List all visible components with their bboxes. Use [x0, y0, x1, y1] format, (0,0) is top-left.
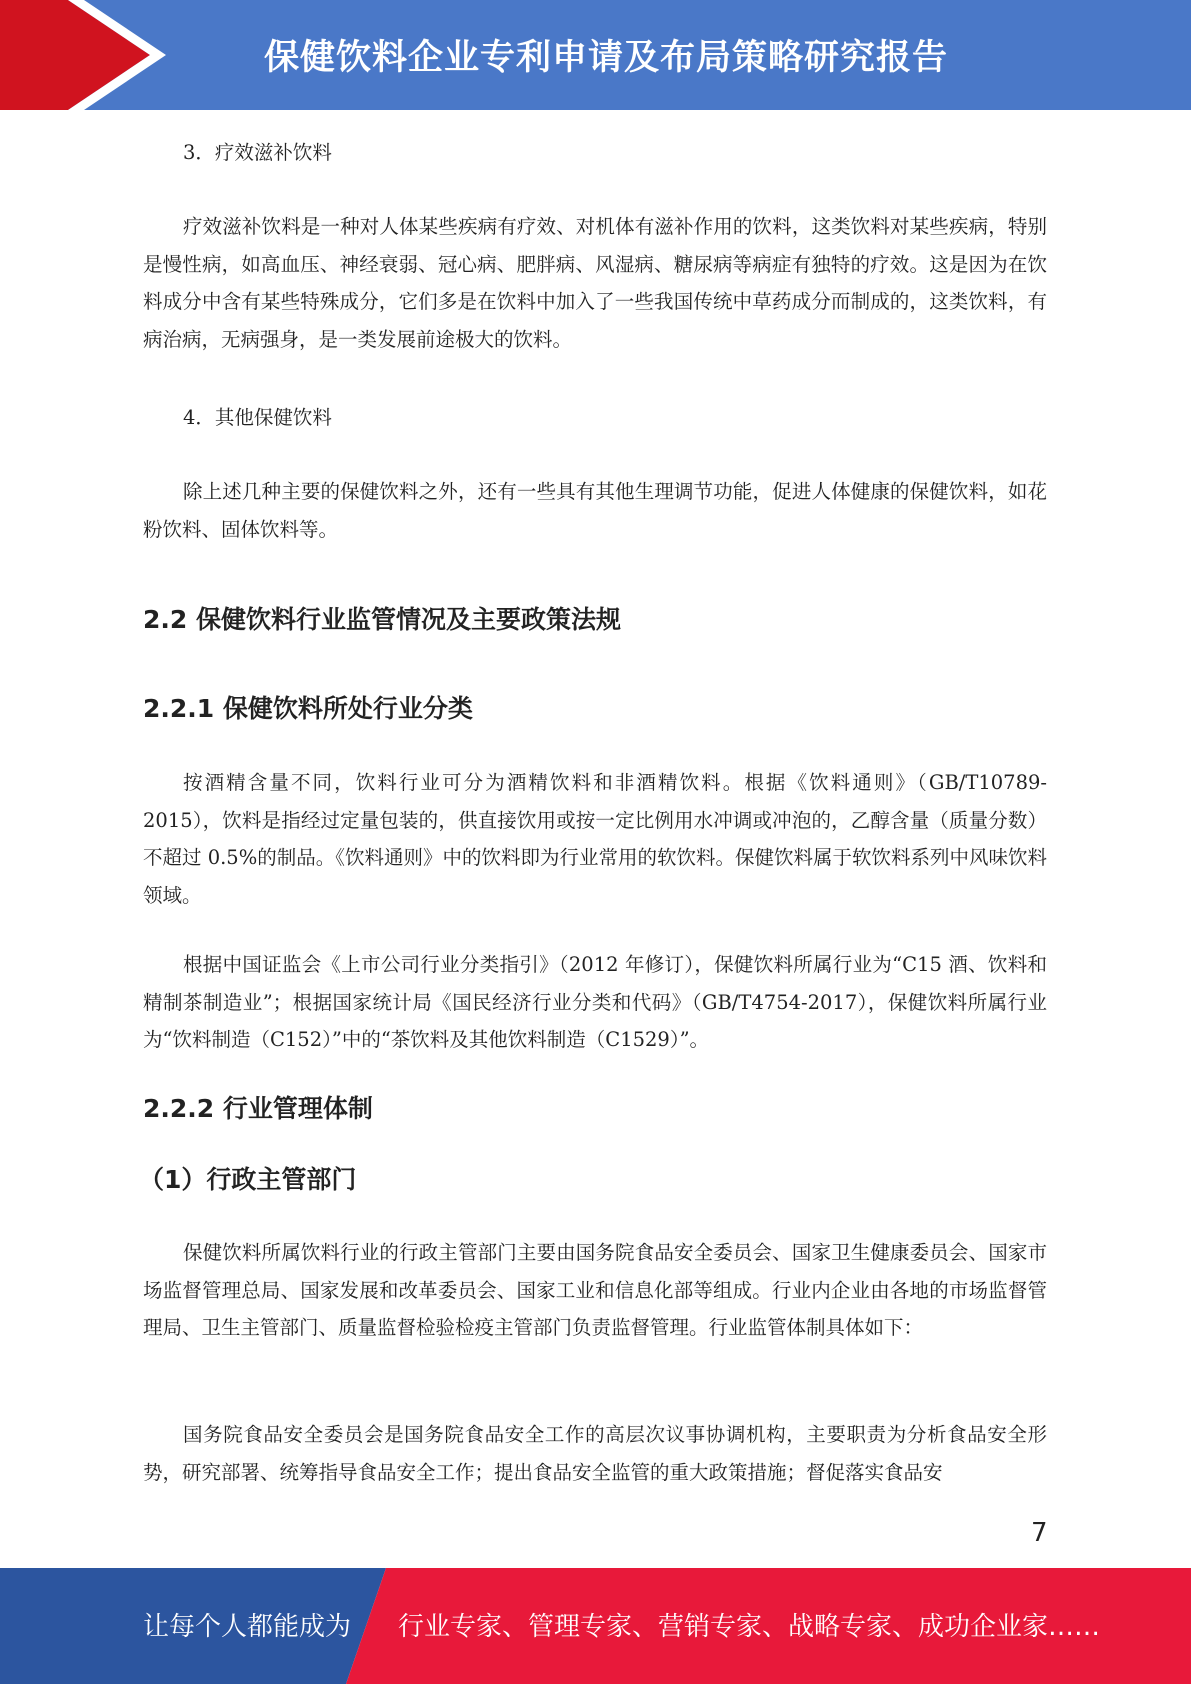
- para-2-2-1-a-block: [143, 764, 1047, 914]
- para-2-2-1-a: 按酒精含量不同，饮料行业可分为酒精饮料和非酒精饮料。根据《饮料通则》（GB/T10789-2015），饮料是指经过定量包装的，供直接饮用或按一定比例用水冲调或冲泡的，乙醇含量（质量分数）不超过 0.5%的制品。《饮料通则》中的饮料即为行业常用的软饮料。保健饮料属于软饮料系列中风味饮料领域。: [143, 771, 1047, 907]
- page-number: 7: [1031, 1518, 1048, 1548]
- footer-slogan-right: 行业专家、管理专家、营销专家、战略专家、成功企业家……: [398, 1612, 1101, 1642]
- section-3-body: 疗效滋补饮料是一种对人体某些疾病有疗效、对机体有滋补作用的饮料，这类饮料对某些疾病，特别是慢性病，如高血压、神经衰弱、冠心病、肥胖病、风湿病、糖尿病等病症有独特的疗效。这是因为在饮料成分中含有某些特殊成分，它们多是在饮料中加入了一些我国传统中草药成分而制成的，这类饮料，有病治病，无病强身，是一类发展前途极大的饮料。: [143, 215, 1047, 351]
- section-4-title: 4．其他保健饮料: [183, 406, 332, 429]
- heading-2-2-1-block: [143, 689, 1047, 725]
- heading-2-2-1: 2.2.1 保健饮料所处行业分类: [143, 694, 473, 723]
- para-2-2-2-a-block: [143, 1234, 1047, 1347]
- section-3-heading-block: [143, 134, 1047, 172]
- section-4-body-block: [143, 473, 1047, 548]
- heading-2-2-2: 2.2.2 行业管理体制: [143, 1094, 373, 1123]
- para-2-2-2-b: 国务院食品安全委员会是国务院食品安全工作的高层次议事协调机构，主要职责为分析食品安全形势，研究部署、统筹指导食品安全工作；提出食品安全监管的重大政策措施；督促落实食品安: [143, 1423, 1047, 1484]
- para-2-2-2-a: 保健饮料所属饮料行业的行政主管部门主要由国务院食品安全委员会、国家卫生健康委员会、国家市场监督管理总局、国家发展和改革委员会、国家工业和信息化部等组成。行业内企业由各地的市场监督管理局、卫生主管部门、质量监督检验检疫主管部门负责监督管理。行业监管体制具体如下：: [143, 1241, 1047, 1339]
- section-3-body-block: [143, 208, 1047, 358]
- para-2-2-1-b: 根据中国证监会《上市公司行业分类指引》（2012 年修订），保健饮料所属行业为“C15 酒、饮料和精制茶制造业”；根据国家统计局《国民经济行业分类和代码》（GB/T4754-2017），保健饮料所属行业为“饮料制造（C152）”中的“茶饮料及其他饮料制造（C1529）”。: [143, 953, 1047, 1051]
- heading-admin-department: （1）行政主管部门: [139, 1165, 357, 1194]
- heading-2-2-2-1-block: [139, 1160, 1043, 1196]
- report-title: 保健饮料企业专利申请及布局策略研究报告: [264, 38, 949, 78]
- para-2-2-2-b-block: [143, 1416, 1047, 1491]
- heading-2-2-2-block: [143, 1089, 1047, 1125]
- footer-slogan-left: 让每个人都能成为: [143, 1612, 352, 1642]
- heading-2-2: 2.2 保健饮料行业监管情况及主要政策法规: [143, 605, 621, 634]
- page-footer: [0, 1568, 1191, 1684]
- section-3-title: 3．疗效滋补饮料: [183, 141, 332, 164]
- section-4-body: 除上述几种主要的保健饮料之外，还有一些具有其他生理调节功能，促进人体健康的保健饮料，如花粉饮料、固体饮料等。: [143, 480, 1047, 541]
- heading-2-2-block: [143, 600, 1047, 636]
- page-header: [0, 0, 1191, 110]
- para-2-2-1-b-block: [143, 946, 1047, 1059]
- section-4-heading-block: [143, 399, 1047, 437]
